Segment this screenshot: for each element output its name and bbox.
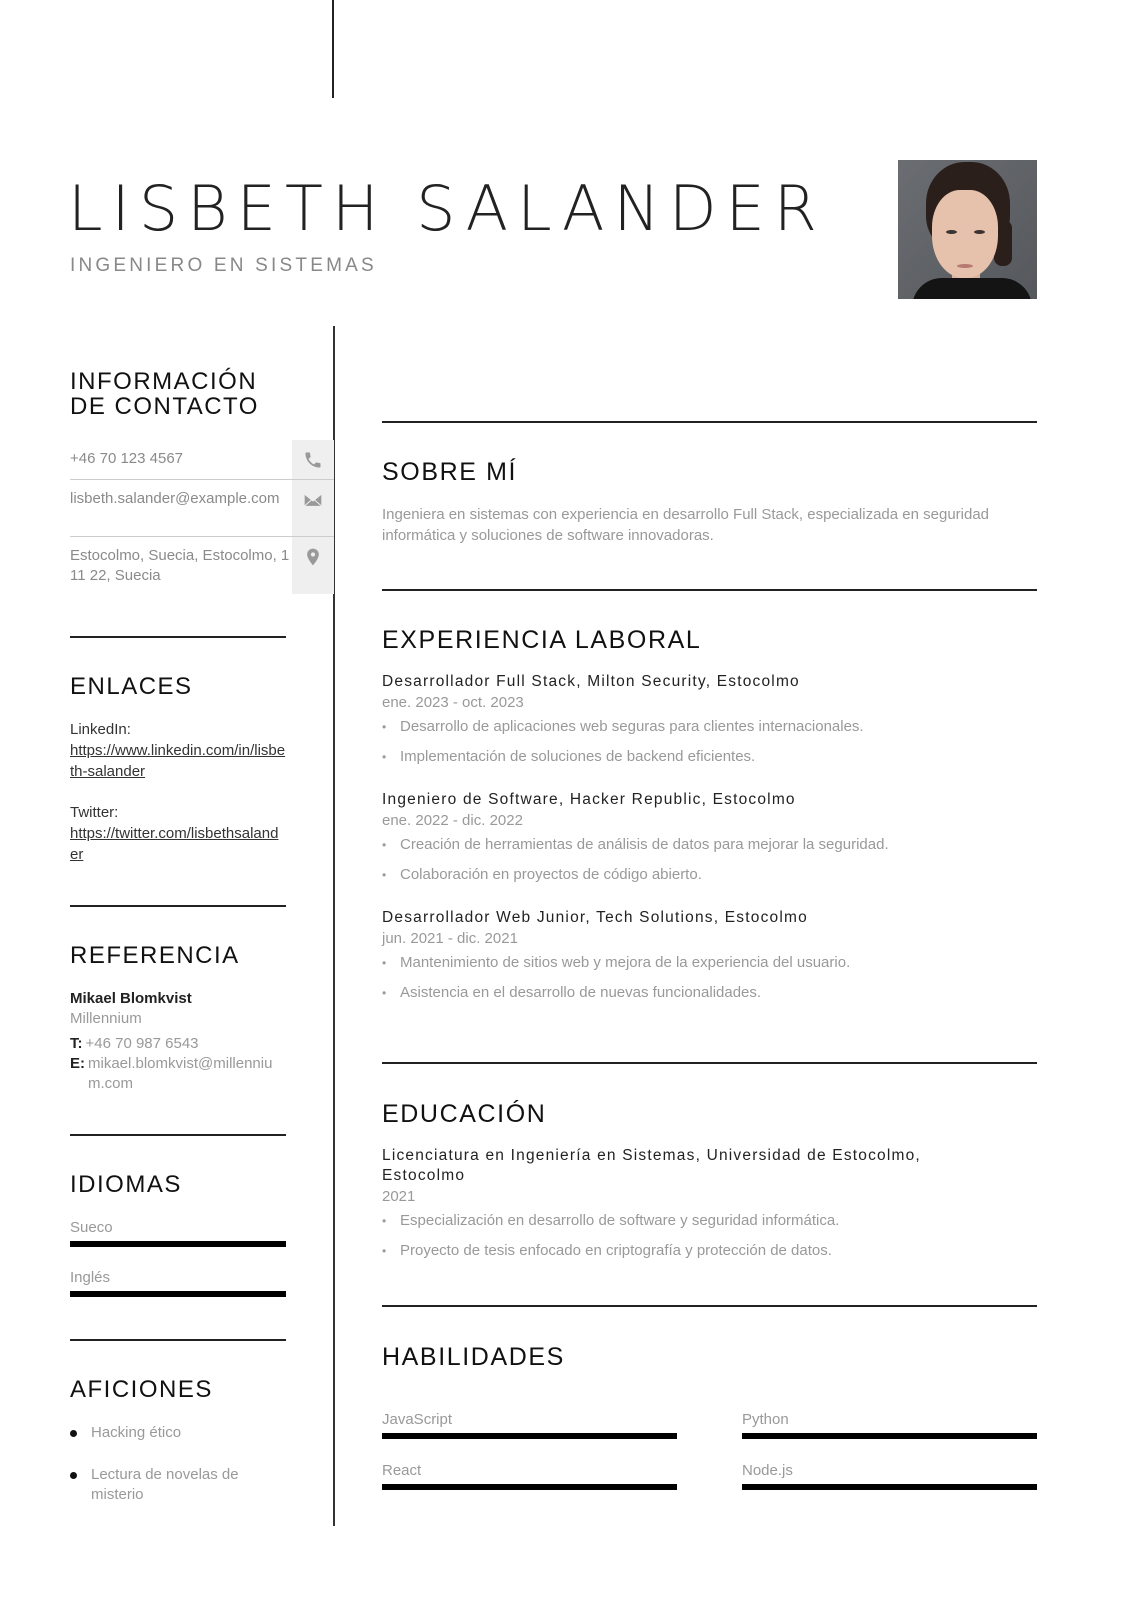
- education-bullet: [382, 1210, 1037, 1232]
- language-item: [70, 1268, 286, 1297]
- links-heading: ENLACES: [70, 673, 193, 700]
- top-divider-line: [332, 0, 334, 98]
- education-degree: Licenciatura en Ingeniería en Sistemas, Universidad de Estocolmo, Estocolmo: [382, 1147, 921, 1184]
- reference-email-label: E:: [70, 1055, 85, 1072]
- photo-detail: [912, 278, 1032, 299]
- skill-name: React: [382, 1462, 422, 1479]
- job-bullet-text: Mantenimiento de sitios web y mejora de la experiencia del usuario.: [400, 954, 851, 971]
- about-heading: SOBRE MÍ: [382, 458, 518, 486]
- contact-heading: [70, 369, 286, 419]
- job-title: Ingeniero de Software, Hacker Republic, Estocolmo: [382, 791, 796, 808]
- language-level-bar: [70, 1291, 286, 1297]
- job-bullet-text: Implementación de soluciones de backend eficientes.: [400, 748, 756, 765]
- reference-company: Millennium: [70, 1010, 142, 1027]
- job-bullet: [382, 834, 1037, 856]
- section-divider: [70, 1134, 286, 1136]
- candidate-name: LISBETH SALANDER: [68, 172, 826, 245]
- languages-section: [70, 1172, 286, 1297]
- job-bullet-text: Colaboración en proyectos de código abierto.: [400, 866, 702, 883]
- skill-level-bar: [742, 1484, 1037, 1490]
- education-bullet-text: Especialización en desarrollo de software y seguridad informática.: [400, 1212, 840, 1229]
- photo-detail: [957, 264, 973, 268]
- candidate-title: INGENIERO EN SISTEMAS: [70, 255, 377, 276]
- section-divider: [70, 636, 286, 638]
- experience-heading: EXPERIENCIA LABORAL: [382, 626, 702, 654]
- about-text: Ingeniera en sistemas con experiencia en desarrollo Full Stack, especializada en seguridad informática y soluciones de software innovadoras.: [382, 506, 990, 544]
- photo-detail: [974, 230, 985, 234]
- job-title: Desarrollador Full Stack, Milton Security, Estocolmo: [382, 673, 800, 690]
- profile-photo: [898, 160, 1037, 299]
- job-bullet: [382, 746, 1037, 768]
- reference-email-row: [70, 1054, 286, 1094]
- education-bullet-text: Proyecto de tesis enfocado en criptografía y protección de datos.: [400, 1242, 832, 1259]
- job-bullet: [382, 716, 1037, 738]
- contact-heading-line2: DE CONTACTO: [70, 393, 259, 420]
- job-entry: [382, 908, 1037, 1004]
- bullet-icon: •: [382, 1244, 387, 1258]
- bullet-icon: •: [382, 750, 387, 764]
- bullet-icon: •: [382, 720, 387, 734]
- language-level-bar: [70, 1241, 286, 1247]
- twitter-link[interactable]: https://twitter.com/lisbethsalander: [70, 825, 279, 863]
- about-section: [382, 458, 1037, 546]
- language-name: Sueco: [70, 1219, 113, 1236]
- skill-level-bar: [382, 1484, 677, 1490]
- bullet-icon: •: [382, 868, 387, 882]
- reference-phone-label: T:: [70, 1035, 83, 1052]
- education-heading: EDUCACIÓN: [382, 1100, 547, 1128]
- section-divider: [70, 905, 286, 907]
- skill-item: [742, 1410, 1037, 1439]
- reference-phone-row: [70, 1034, 286, 1054]
- skill-item: [382, 1461, 677, 1490]
- bullet-icon: •: [382, 986, 387, 1000]
- contact-email-text: lisbeth.salander@example.com: [70, 490, 280, 507]
- hobby-item: [70, 1423, 286, 1443]
- job-bullet: [382, 864, 1037, 886]
- education-bullet: [382, 1240, 1037, 1262]
- bullet-icon: •: [382, 1214, 387, 1228]
- hobby-text: Lectura de novelas de misterio: [91, 1466, 239, 1503]
- skill-name: JavaScript: [382, 1411, 453, 1428]
- contact-list: [70, 440, 334, 594]
- linkedin-link[interactable]: https://www.linkedin.com/in/lisbeth-salander: [70, 742, 286, 780]
- job-bullet-text: Creación de herramientas de análisis de datos para mejorar la seguridad.: [400, 836, 889, 853]
- bullet-dot-icon: [70, 1472, 77, 1479]
- hobby-item: [70, 1465, 286, 1505]
- hobbies-section: [70, 1377, 286, 1527]
- hobbies-heading: AFICIONES: [70, 1376, 213, 1403]
- skill-name: Python: [742, 1411, 789, 1428]
- section-divider: [382, 589, 1037, 591]
- job-title: Desarrollador Web Junior, Tech Solutions, Estocolmo: [382, 909, 808, 926]
- job-bullet: [382, 952, 1037, 974]
- skill-item: [382, 1410, 677, 1439]
- education-section: [382, 1100, 1037, 1262]
- links-section: [70, 674, 286, 865]
- contact-address: [70, 537, 334, 594]
- experience-section: [382, 626, 1037, 1004]
- photo-detail: [946, 230, 957, 234]
- job-date: jun. 2021 - dic. 2021: [382, 930, 518, 947]
- contact-heading-line1: INFORMACIÓN: [70, 368, 258, 395]
- envelope-icon: [292, 480, 334, 536]
- hobby-text: Hacking ético: [91, 1424, 182, 1441]
- section-divider: [70, 1339, 286, 1341]
- reference-section: [70, 943, 286, 1094]
- job-bullet-text: Asistencia en el desarrollo de nuevas funcionalidades.: [400, 984, 762, 1001]
- section-divider: [382, 1062, 1037, 1064]
- skill-level-bar: [382, 1433, 677, 1439]
- skills-grid: [382, 1410, 1037, 1490]
- reference-name: Mikael Blomkvist: [70, 990, 192, 1007]
- bullet-dot-icon: [70, 1430, 77, 1437]
- skill-name: Node.js: [742, 1462, 793, 1479]
- bullet-icon: •: [382, 838, 387, 852]
- phone-icon: [292, 440, 334, 479]
- job-bullet: [382, 982, 1037, 1004]
- job-bullet-text: Desarrollo de aplicaciones web seguras para clientes internacionales.: [400, 718, 864, 735]
- contact-phone: [70, 440, 334, 480]
- bullet-icon: •: [382, 956, 387, 970]
- job-entry: [382, 790, 1037, 886]
- skills-heading: HABILIDADES: [382, 1343, 565, 1371]
- contact-address-text: Estocolmo, Suecia, Estocolmo, 111 22, Suecia: [70, 547, 290, 584]
- skills-heading-wrap: [382, 1343, 1037, 1371]
- job-date: ene. 2022 - dic. 2022: [382, 812, 523, 829]
- skill-level-bar: [742, 1433, 1037, 1439]
- map-pin-icon: [292, 537, 334, 594]
- section-divider: [382, 421, 1037, 423]
- contact-phone-text: +46 70 123 4567: [70, 450, 184, 467]
- linkedin-label: LinkedIn:: [70, 721, 131, 738]
- languages-heading: IDIOMAS: [70, 1171, 182, 1198]
- job-entry: [382, 672, 1037, 768]
- reference-phone: +46 70 987 6543: [85, 1035, 199, 1052]
- job-date: ene. 2023 - oct. 2023: [382, 694, 524, 711]
- reference-heading: REFERENCIA: [70, 942, 240, 969]
- contact-email: [70, 480, 334, 537]
- reference-email: mikael.blomkvist@millennium.com: [88, 1055, 273, 1092]
- education-year: 2021: [382, 1188, 416, 1205]
- language-name: Inglés: [70, 1269, 111, 1286]
- section-divider: [382, 1305, 1037, 1307]
- skill-item: [742, 1461, 1037, 1490]
- twitter-label: Twitter:: [70, 804, 119, 821]
- language-item: [70, 1218, 286, 1247]
